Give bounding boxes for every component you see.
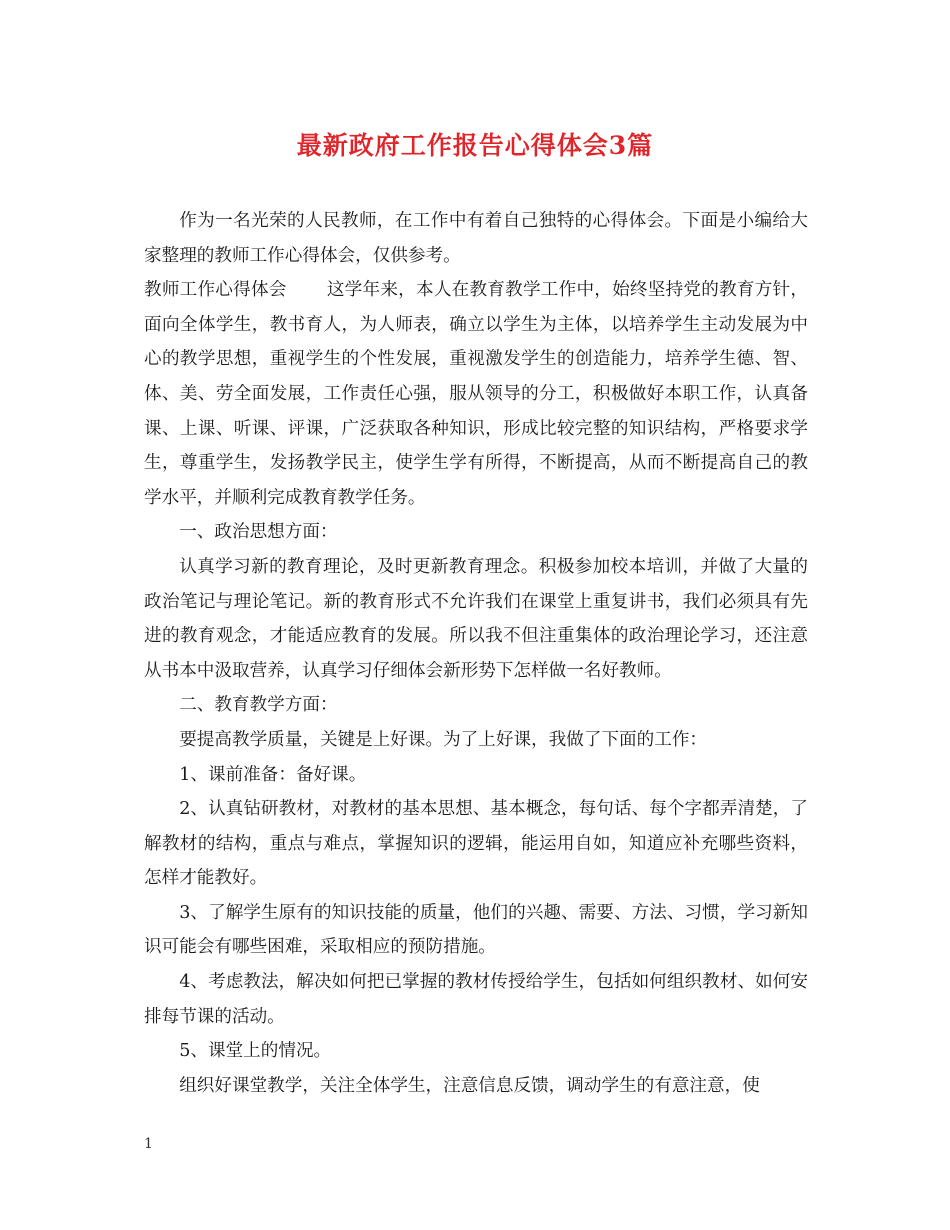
- paragraph-7: 4、考虑教法，解决如何把已掌握的教材传授给学生，包括如何组织教材、如何安排每节课的活动。: [144, 972, 808, 1027]
- document-title: 最新政府工作报告心得体会3篇: [296, 131, 654, 160]
- page-number: 1: [144, 1136, 153, 1152]
- intro-paragraph: 作为一名光荣的人民教师，在工作中有着自己独特的心得体会。下面是小编给大家整理的教师工作心得体会，仅供参考。: [144, 211, 808, 266]
- heading-teaching: 二、教育教学方面：: [179, 695, 338, 716]
- paragraph-3: 要提高教学质量，关键是上好课。为了上好课，我做了下面的工作：: [179, 729, 708, 750]
- paragraph-2: 认真学习新的教育理论，及时更新教育理念。积极参加校本培训，并做了大量的政治笔记与理论笔记。新的教育形式不允许我们在课堂上重复讲书，我们必须具有先进的教育观念，才能适应教育的发展。所以我不但注重集体的政治理论学习，还注意从书本中汲取营养，认真学习仔细体会新形势下怎样做一名好教师。: [144, 556, 808, 681]
- section-subtitle: 教师工作心得体会: [144, 280, 287, 301]
- subtitle-paragraph: [144, 273, 808, 515]
- paragraph-4: 1、课前准备：备好课。: [179, 764, 367, 785]
- paragraph-1: 这学年来，本人在教育教学工作中，始终坚持党的教育方针，面向全体学生，教书育人，为人师表，确立以学生为主体，以培养学生主动发展为中心的教学思想，重视学生的个性发展，重视激发学生的创造能力，培养学生德、智、体、美、劳全面发展，工作责任心强，服从领导的分工，积极做好本职工作，认真备课、上课、听课、评课，广泛获取各种知识，形成比较完整的知识结构，严格要求学生，尊重学生，发扬教学民主，使学生学有所得，不断提高，从而不断提高自己的教学水平，并顺利完成教育教学任务。: [144, 280, 808, 508]
- paragraph-8: 5、课堂上的情况。: [179, 1041, 332, 1062]
- paragraph-5: 2、认真钻研教材，对教材的基本思想、基本概念，每句话、每个字都弄清楚，了解教材的结构，重点与难点，掌握知识的逻辑，能运用自如，知道应补充哪些资料，怎样才能教好。: [144, 799, 808, 889]
- paragraph-9: 组织好课堂教学，关注全体学生，注意信息反馈，调动学生的有意注意，使: [179, 1075, 760, 1096]
- paragraph-6: 3、了解学生原有的知识技能的质量，他们的兴趣、需要、方法、习惯，学习新知识可能会有哪些困难，采取相应的预防措施。: [144, 902, 808, 958]
- heading-political: 一、政治思想方面：: [179, 522, 338, 543]
- document-body: [144, 204, 808, 1103]
